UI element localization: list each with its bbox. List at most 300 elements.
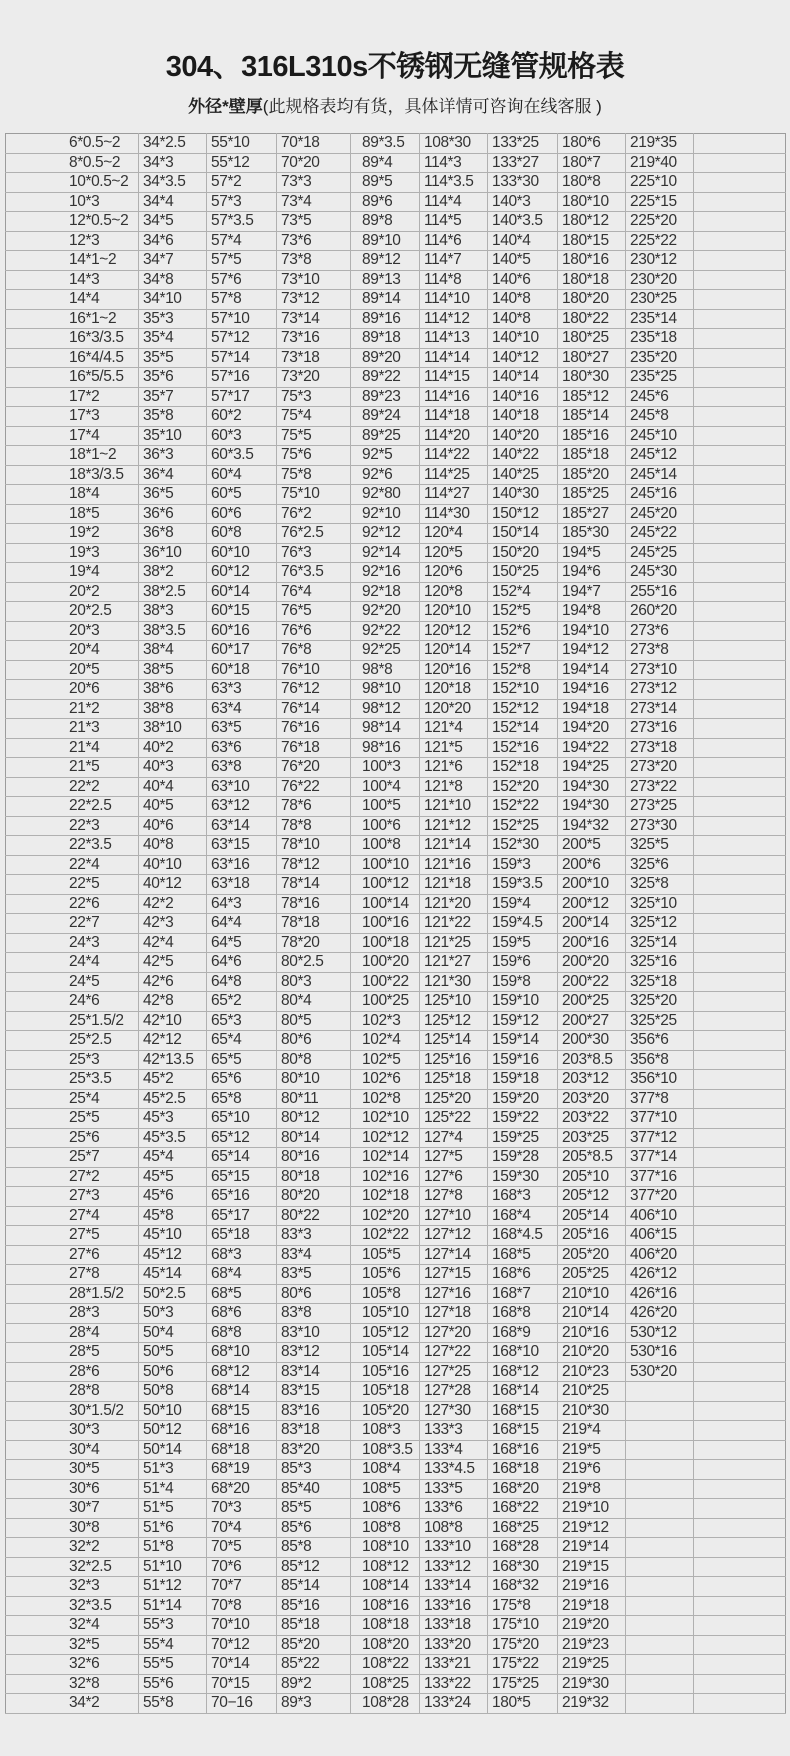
table-cell — [626, 1518, 694, 1538]
table-cell: 42*5 — [139, 953, 207, 973]
table-cell: 45*2 — [139, 1070, 207, 1090]
table-cell: 25*3 — [6, 1050, 139, 1070]
table-cell: 27*6 — [6, 1245, 139, 1265]
table-row — [6, 1070, 786, 1090]
table-cell: 50*5 — [139, 1343, 207, 1363]
table-cell: 70*20 — [277, 153, 351, 173]
table-cell: 245*22 — [626, 524, 694, 544]
table-cell: 22*2.5 — [6, 797, 139, 817]
table-cell: 530*12 — [626, 1323, 694, 1343]
table-cell: 60*12 — [207, 563, 277, 583]
table-row — [6, 1421, 786, 1441]
table-cell: 80*18 — [277, 1167, 351, 1187]
table-cell: 210*30 — [558, 1401, 626, 1421]
table-cell: 114*8 — [420, 270, 488, 290]
table-row — [6, 251, 786, 271]
table-cell: 83*14 — [277, 1362, 351, 1382]
table-cell: 235*20 — [626, 348, 694, 368]
table-cell: 102*14 — [351, 1148, 420, 1168]
table-cell: 152*22 — [488, 797, 558, 817]
table-cell: 127*20 — [420, 1323, 488, 1343]
table-cell: 105*16 — [351, 1362, 420, 1382]
table-cell: 100*18 — [351, 933, 420, 953]
table-cell: 273*22 — [626, 777, 694, 797]
table-cell-empty — [694, 1070, 786, 1090]
table-cell: 45*5 — [139, 1167, 207, 1187]
table-cell: 63*12 — [207, 797, 277, 817]
table-cell: 85*14 — [277, 1577, 351, 1597]
table-cell: 133*4 — [420, 1440, 488, 1460]
table-cell: 68*6 — [207, 1304, 277, 1324]
table-cell: 114*18 — [420, 407, 488, 427]
table-cell: 114*25 — [420, 465, 488, 485]
table-row — [6, 1499, 786, 1519]
table-cell: 125*12 — [420, 1011, 488, 1031]
table-cell: 125*10 — [420, 992, 488, 1012]
table-cell: 194*7 — [558, 582, 626, 602]
table-cell: 140*20 — [488, 426, 558, 446]
table-row — [6, 348, 786, 368]
table-cell: 108*16 — [351, 1596, 420, 1616]
table-cell: 159*3.5 — [488, 875, 558, 895]
table-cell: 120*10 — [420, 602, 488, 622]
table-cell: 65*3 — [207, 1011, 277, 1031]
table-cell: 63*10 — [207, 777, 277, 797]
table-cell: 114*12 — [420, 309, 488, 329]
table-cell: 102*6 — [351, 1070, 420, 1090]
table-cell: 125*18 — [420, 1070, 488, 1090]
table-cell: 85*6 — [277, 1518, 351, 1538]
table-cell: 63*16 — [207, 855, 277, 875]
table-cell: 200*27 — [558, 1011, 626, 1031]
table-cell: 19*2 — [6, 524, 139, 544]
table-cell: 57*5 — [207, 251, 277, 271]
table-cell: 100*6 — [351, 816, 420, 836]
table-cell: 273*18 — [626, 738, 694, 758]
table-cell: 105*8 — [351, 1284, 420, 1304]
table-cell: 108*10 — [351, 1538, 420, 1558]
table-cell: 200*20 — [558, 953, 626, 973]
table-cell: 108*8 — [420, 1518, 488, 1538]
table-cell: 51*6 — [139, 1518, 207, 1538]
table-cell: 121*20 — [420, 894, 488, 914]
table-cell: 78*20 — [277, 933, 351, 953]
table-cell: 194*16 — [558, 680, 626, 700]
table-cell: 152*8 — [488, 660, 558, 680]
table-cell: 30*6 — [6, 1479, 139, 1499]
table-cell — [626, 1596, 694, 1616]
table-row — [6, 153, 786, 173]
table-cell: 70*8 — [207, 1596, 277, 1616]
table-cell: 235*18 — [626, 329, 694, 349]
table-cell: 85*5 — [277, 1499, 351, 1519]
table-cell: 55*4 — [139, 1635, 207, 1655]
table-cell: 205*20 — [558, 1245, 626, 1265]
table-cell: 73*12 — [277, 290, 351, 310]
table-cell: 85*22 — [277, 1655, 351, 1675]
table-cell-empty — [694, 173, 786, 193]
table-cell: 6*0.5~2 — [6, 134, 139, 154]
table-cell: 83*4 — [277, 1245, 351, 1265]
table-cell: 18*3/3.5 — [6, 465, 139, 485]
table-cell: 100*16 — [351, 914, 420, 934]
table-cell: 140*5 — [488, 251, 558, 271]
table-cell: 89*8 — [351, 212, 420, 232]
table-cell — [626, 1577, 694, 1597]
table-cell: 100*10 — [351, 855, 420, 875]
table-cell: 80*14 — [277, 1128, 351, 1148]
table-cell: 20*3 — [6, 621, 139, 641]
table-cell: 114*27 — [420, 485, 488, 505]
table-cell: 78*6 — [277, 797, 351, 817]
table-cell: 92*10 — [351, 504, 420, 524]
table-cell-empty — [694, 1518, 786, 1538]
table-cell: 168*28 — [488, 1538, 558, 1558]
table-cell: 152*14 — [488, 719, 558, 739]
table-cell-empty — [694, 914, 786, 934]
table-cell: 63*15 — [207, 836, 277, 856]
table-cell: 140*4 — [488, 231, 558, 251]
table-cell: 28*6 — [6, 1362, 139, 1382]
table-cell: 34*4 — [139, 192, 207, 212]
table-row — [6, 836, 786, 856]
table-cell: 76*4 — [277, 582, 351, 602]
table-cell: 73*6 — [277, 231, 351, 251]
table-cell: 51*8 — [139, 1538, 207, 1558]
table-row — [6, 524, 786, 544]
table-row — [6, 1557, 786, 1577]
table-cell: 180*30 — [558, 368, 626, 388]
table-cell: 205*25 — [558, 1265, 626, 1285]
table-cell: 168*32 — [488, 1577, 558, 1597]
table-cell: 75*5 — [277, 426, 351, 446]
table-cell: 225*22 — [626, 231, 694, 251]
table-row — [6, 1050, 786, 1070]
table-row — [6, 1206, 786, 1226]
table-cell: 34*7 — [139, 251, 207, 271]
table-cell: 80*11 — [277, 1089, 351, 1109]
table-cell: 108*6 — [351, 1499, 420, 1519]
table-cell: 16*4/4.5 — [6, 348, 139, 368]
table-cell: 50*8 — [139, 1382, 207, 1402]
table-cell-empty — [694, 1655, 786, 1675]
table-cell: 125*16 — [420, 1050, 488, 1070]
table-cell: 121*10 — [420, 797, 488, 817]
table-cell-empty — [694, 719, 786, 739]
table-cell: 168*10 — [488, 1343, 558, 1363]
table-cell: 36*8 — [139, 524, 207, 544]
table-cell: 70*15 — [207, 1674, 277, 1694]
table-row — [6, 387, 786, 407]
table-cell-empty — [694, 1343, 786, 1363]
table-cell: 24*3 — [6, 933, 139, 953]
table-cell: 70*6 — [207, 1557, 277, 1577]
table-row — [6, 485, 786, 505]
table-cell: 180*5 — [488, 1694, 558, 1714]
table-cell: 17*3 — [6, 407, 139, 427]
table-cell: 45*6 — [139, 1187, 207, 1207]
table-cell: 55*12 — [207, 153, 277, 173]
table-cell: 210*16 — [558, 1323, 626, 1343]
table-cell: 120*20 — [420, 699, 488, 719]
table-cell: 73*3 — [277, 173, 351, 193]
table-cell: 133*18 — [420, 1616, 488, 1636]
table-cell: 121*8 — [420, 777, 488, 797]
table-cell-empty — [694, 465, 786, 485]
table-cell-empty — [694, 1265, 786, 1285]
table-cell: 120*18 — [420, 680, 488, 700]
table-cell: 68*18 — [207, 1440, 277, 1460]
table-cell: 102*4 — [351, 1031, 420, 1051]
table-cell: 45*8 — [139, 1206, 207, 1226]
table-cell: 108*30 — [420, 134, 488, 154]
table-cell: 65*6 — [207, 1070, 277, 1090]
table-cell: 70*12 — [207, 1635, 277, 1655]
table-cell: 64*8 — [207, 972, 277, 992]
table-cell: 120*6 — [420, 563, 488, 583]
table-cell: 68*14 — [207, 1382, 277, 1402]
table-cell: 57*6 — [207, 270, 277, 290]
table-cell: 152*16 — [488, 738, 558, 758]
table-cell-empty — [694, 251, 786, 271]
table-cell — [626, 1479, 694, 1499]
table-cell: 34*2 — [6, 1694, 139, 1714]
table-cell: 203*22 — [558, 1109, 626, 1129]
table-cell: 108*3 — [351, 1421, 420, 1441]
table-cell-empty — [694, 758, 786, 778]
table-cell: 140*18 — [488, 407, 558, 427]
table-cell: 76*3 — [277, 543, 351, 563]
table-cell-empty — [694, 1245, 786, 1265]
table-cell-empty — [694, 290, 786, 310]
table-row — [6, 758, 786, 778]
table-cell: 78*8 — [277, 816, 351, 836]
table-cell-empty — [694, 1206, 786, 1226]
table-cell: 185*30 — [558, 524, 626, 544]
table-cell: 168*3 — [488, 1187, 558, 1207]
table-cell: 76*5 — [277, 602, 351, 622]
table-cell: 27*2 — [6, 1167, 139, 1187]
table-cell: 377*14 — [626, 1148, 694, 1168]
table-cell: 133*24 — [420, 1694, 488, 1714]
table-cell-empty — [694, 1226, 786, 1246]
table-cell-empty — [694, 1128, 786, 1148]
table-cell: 245*16 — [626, 485, 694, 505]
table-cell: 42*13.5 — [139, 1050, 207, 1070]
table-cell: 152*30 — [488, 836, 558, 856]
table-cell: 175*22 — [488, 1655, 558, 1675]
page-subtitle — [0, 92, 790, 117]
table-cell: 75*6 — [277, 446, 351, 466]
table-cell: 100*14 — [351, 894, 420, 914]
table-cell: 40*12 — [139, 875, 207, 895]
table-cell: 125*22 — [420, 1109, 488, 1129]
table-row — [6, 1089, 786, 1109]
table-row — [6, 192, 786, 212]
table-cell: 65*8 — [207, 1089, 277, 1109]
table-cell: 16*5/5.5 — [6, 368, 139, 388]
table-row — [6, 1538, 786, 1558]
table-cell: 57*8 — [207, 290, 277, 310]
table-cell: 80*4 — [277, 992, 351, 1012]
table-cell: 133*25 — [488, 134, 558, 154]
table-row — [6, 1655, 786, 1675]
table-cell-empty — [694, 777, 786, 797]
table-cell: 245*10 — [626, 426, 694, 446]
table-cell: 78*14 — [277, 875, 351, 895]
table-cell: 80*5 — [277, 1011, 351, 1031]
table-cell: 127*10 — [420, 1206, 488, 1226]
table-cell: 83*15 — [277, 1382, 351, 1402]
table-row — [6, 1148, 786, 1168]
table-cell: 180*15 — [558, 231, 626, 251]
table-row — [6, 173, 786, 193]
table-cell: 32*3.5 — [6, 1596, 139, 1616]
table-row — [6, 231, 786, 251]
table-cell: 325*16 — [626, 953, 694, 973]
table-cell: 219*25 — [558, 1655, 626, 1675]
table-cell: 168*15 — [488, 1421, 558, 1441]
table-cell: 203*8.5 — [558, 1050, 626, 1070]
table-cell: 65*4 — [207, 1031, 277, 1051]
table-row — [6, 777, 786, 797]
table-cell: 60*10 — [207, 543, 277, 563]
table-cell-empty — [694, 329, 786, 349]
table-cell: 159*14 — [488, 1031, 558, 1051]
table-cell: 32*6 — [6, 1655, 139, 1675]
table-cell-empty — [694, 563, 786, 583]
table-cell: 168*5 — [488, 1245, 558, 1265]
table-cell: 127*16 — [420, 1284, 488, 1304]
table-cell: 120*14 — [420, 641, 488, 661]
table-cell: 78*10 — [277, 836, 351, 856]
table-cell: 168*4.5 — [488, 1226, 558, 1246]
table-cell: 114*10 — [420, 290, 488, 310]
table-cell: 133*14 — [420, 1577, 488, 1597]
table-cell: 180*8 — [558, 173, 626, 193]
table-cell: 356*10 — [626, 1070, 694, 1090]
table-cell: 159*22 — [488, 1109, 558, 1129]
table-cell-empty — [694, 836, 786, 856]
table-cell: 42*2 — [139, 894, 207, 914]
table-cell: 36*4 — [139, 465, 207, 485]
table-cell: 150*14 — [488, 524, 558, 544]
table-cell: 98*8 — [351, 660, 420, 680]
table-cell: 127*30 — [420, 1401, 488, 1421]
table-cell: 55*10 — [207, 134, 277, 154]
table-row — [6, 855, 786, 875]
table-cell: 36*6 — [139, 504, 207, 524]
table-cell: 127*15 — [420, 1265, 488, 1285]
table-row — [6, 1460, 786, 1480]
table-cell: 57*14 — [207, 348, 277, 368]
table-cell: 36*3 — [139, 446, 207, 466]
table-cell: 76*8 — [277, 641, 351, 661]
table-cell: 85*8 — [277, 1538, 351, 1558]
table-cell: 273*25 — [626, 797, 694, 817]
table-cell: 140*3 — [488, 192, 558, 212]
table-cell: 180*10 — [558, 192, 626, 212]
table-cell: 150*20 — [488, 543, 558, 563]
table-cell: 210*23 — [558, 1362, 626, 1382]
table-cell-empty — [694, 387, 786, 407]
table-cell: 377*12 — [626, 1128, 694, 1148]
table-row — [6, 407, 786, 427]
table-cell: 65*17 — [207, 1206, 277, 1226]
table-cell: 63*4 — [207, 699, 277, 719]
table-cell: 89*3 — [277, 1694, 351, 1714]
table-cell: 108*5 — [351, 1479, 420, 1499]
table-cell: 194*5 — [558, 543, 626, 563]
table-cell: 63*3 — [207, 680, 277, 700]
table-cell: 219*12 — [558, 1518, 626, 1538]
table-cell: 50*12 — [139, 1421, 207, 1441]
table-cell: 73*14 — [277, 309, 351, 329]
table-cell: 38*8 — [139, 699, 207, 719]
table-cell: 159*30 — [488, 1167, 558, 1187]
table-cell-empty — [694, 1304, 786, 1324]
table-cell: 133*30 — [488, 173, 558, 193]
table-cell: 194*30 — [558, 797, 626, 817]
table-cell — [626, 1694, 694, 1714]
table-cell: 159*10 — [488, 992, 558, 1012]
table-cell — [626, 1499, 694, 1519]
table-cell: 92*5 — [351, 446, 420, 466]
table-cell-empty — [694, 621, 786, 641]
table-cell: 76*18 — [277, 738, 351, 758]
table-cell-empty — [694, 1089, 786, 1109]
table-cell: 34*10 — [139, 290, 207, 310]
table-row — [6, 504, 786, 524]
table-cell: 225*10 — [626, 173, 694, 193]
table-cell: 25*7 — [6, 1148, 139, 1168]
table-cell: 133*12 — [420, 1557, 488, 1577]
table-cell — [626, 1655, 694, 1675]
table-row — [6, 1577, 786, 1597]
table-cell: 83*18 — [277, 1421, 351, 1441]
table-cell-empty — [694, 738, 786, 758]
table-cell: 92*25 — [351, 641, 420, 661]
table-cell: 76*10 — [277, 660, 351, 680]
table-cell-empty — [694, 1499, 786, 1519]
table-cell: 159*4.5 — [488, 914, 558, 934]
table-cell: 185*16 — [558, 426, 626, 446]
table-row — [6, 641, 786, 661]
table-cell: 51*5 — [139, 1499, 207, 1519]
table-cell: 152*6 — [488, 621, 558, 641]
subtitle-note: (此规格表均有货，具体详情可咨询在线客服 ) — [262, 97, 602, 116]
table-cell: 38*5 — [139, 660, 207, 680]
table-cell: 121*5 — [420, 738, 488, 758]
table-cell: 60*8 — [207, 524, 277, 544]
table-cell: 205*10 — [558, 1167, 626, 1187]
table-cell: 114*13 — [420, 329, 488, 349]
table-cell: 530*16 — [626, 1343, 694, 1363]
table-cell: 219*18 — [558, 1596, 626, 1616]
table-row — [6, 1245, 786, 1265]
table-cell-empty — [694, 368, 786, 388]
table-cell-empty — [694, 426, 786, 446]
table-cell-empty — [694, 933, 786, 953]
table-cell-empty — [694, 212, 786, 232]
table-cell: 28*3 — [6, 1304, 139, 1324]
table-cell: 200*10 — [558, 875, 626, 895]
table-cell: 38*3.5 — [139, 621, 207, 641]
table-cell: 180*22 — [558, 309, 626, 329]
table-cell: 51*14 — [139, 1596, 207, 1616]
table-cell: 200*5 — [558, 836, 626, 856]
table-cell: 203*12 — [558, 1070, 626, 1090]
